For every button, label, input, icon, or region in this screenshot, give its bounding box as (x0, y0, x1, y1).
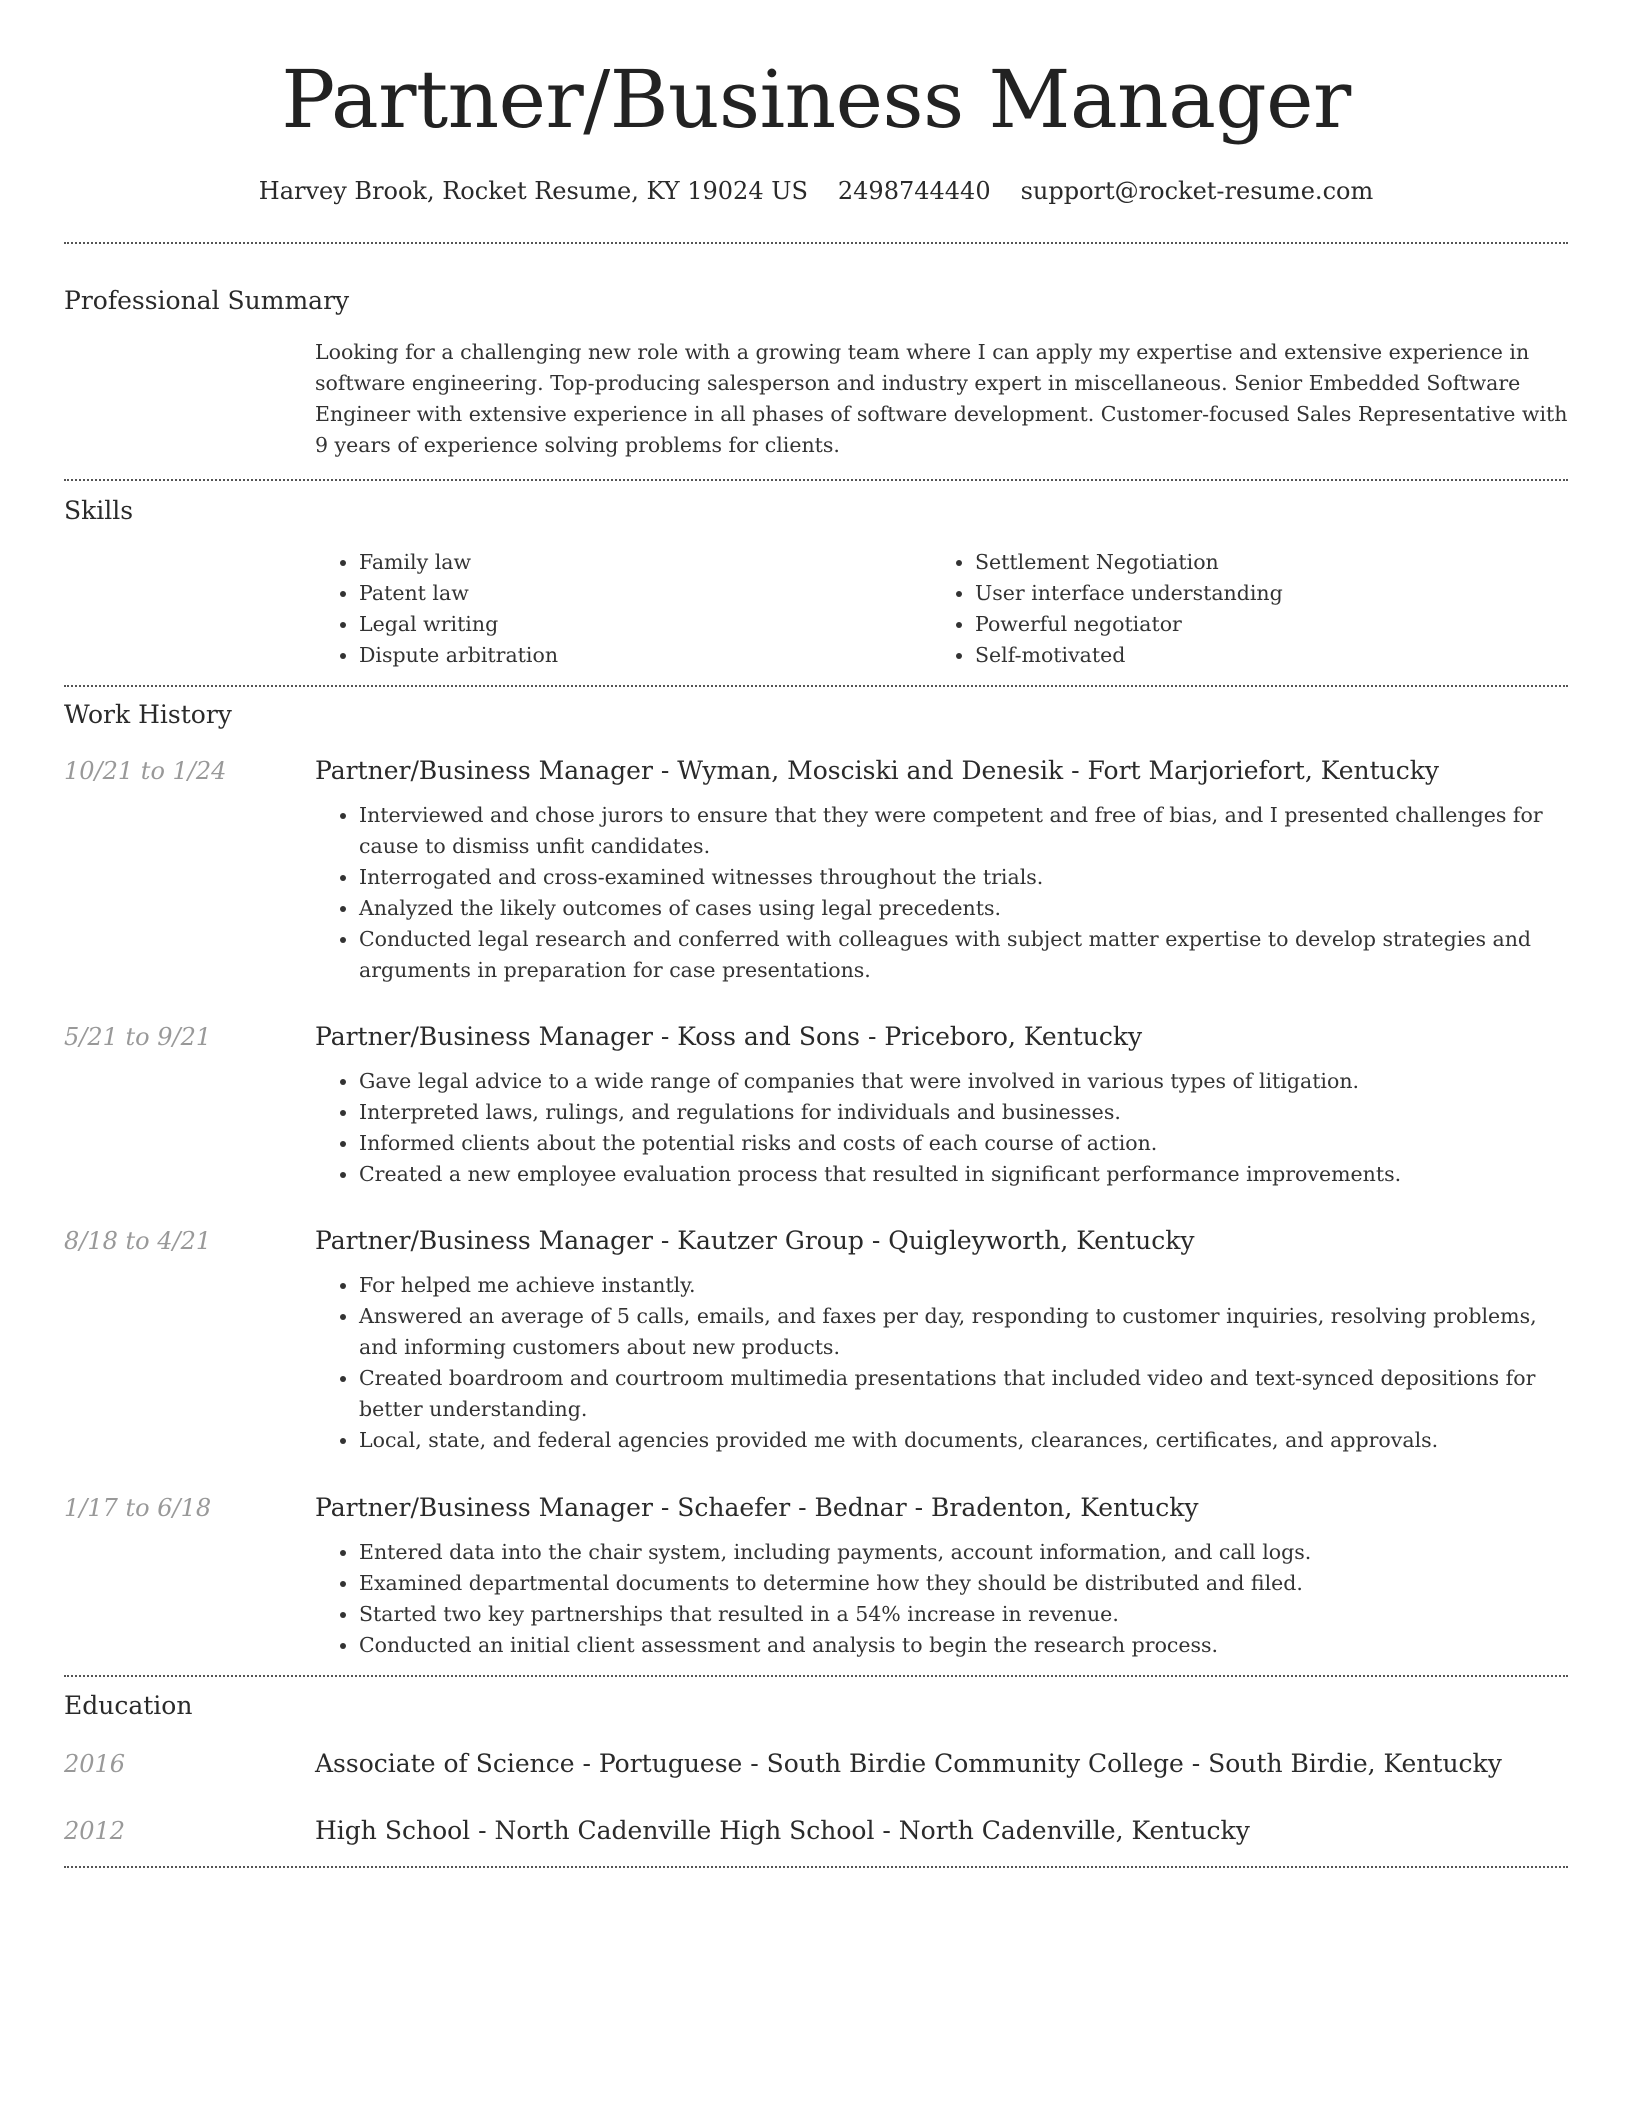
education-entry (64, 1747, 1568, 1781)
job-heading: Partner/Business Manager - Schaefer - Bednar - Bradenton, Kentucky (315, 1493, 1199, 1522)
job-heading: Partner/Business Manager - Koss and Sons - Priceboro, Kentucky (315, 1022, 1143, 1051)
job-header (64, 1224, 1568, 1258)
job-bullet: • Local, state, and federal agencies provided me with documents, clearances, certificates, and approvals. (359, 1425, 1568, 1456)
job-bullet: • Answered an average of 5 calls, emails, and faxes per day, responding to customer inquiries, resolving problems, and informing customers about new products. (359, 1301, 1568, 1363)
job-bullet: • Interviewed and chose jurors to ensure that they were competent and free of bias, and I presented challenges for cause to dismiss unfit candidates. (359, 800, 1568, 862)
job-bullet: • For helped me achieve instantly. (359, 1270, 1568, 1301)
job-bullets (315, 800, 1568, 986)
summary-section-title: Professional Summary (64, 286, 350, 315)
job-entry (64, 1224, 1568, 1456)
job-entry (64, 1020, 1568, 1190)
education-heading: Associate of Science - Portuguese - South Birdie Community College - South Birdie, Kentucky (315, 1749, 1502, 1778)
skill-item: • User interface understanding (975, 578, 1547, 609)
contact-address: Harvey Brook, Rocket Resume, KY 19024 US (258, 177, 808, 205)
work-section-title: Work History (64, 700, 232, 729)
job-bullet: • Created boardroom and courtroom multimedia presentations that included video and text-synced depositions for better understanding. (359, 1363, 1568, 1425)
divider (64, 1675, 1568, 1677)
education-year: 2012 (64, 1817, 126, 1845)
contact-phone: 2498744440 (837, 177, 991, 205)
skill-item: • Settlement Negotiation (975, 547, 1547, 578)
divider (64, 685, 1568, 687)
skill-item: • Dispute arbitration (359, 640, 931, 671)
job-dates: 5/21 to 9/21 (64, 1023, 212, 1051)
divider (64, 1866, 1568, 1868)
job-bullet: • Gave legal advice to a wide range of companies that were involved in various types of litigation. (359, 1066, 1568, 1097)
job-bullet: • Started two key partnerships that resulted in a 54% increase in revenue. (359, 1599, 1568, 1630)
skills-list-left (315, 547, 931, 671)
resume-title: Partner/Business Manager (281, 53, 1351, 146)
education-entry (64, 1814, 1568, 1848)
job-bullet: • Interpreted laws, rulings, and regulations for individuals and businesses. (359, 1097, 1568, 1128)
skill-item: • Powerful negotiator (975, 609, 1547, 640)
job-header (64, 1491, 1568, 1525)
job-bullet: • Informed clients about the potential risks and costs of each course of action. (359, 1128, 1568, 1159)
skill-item: • Self-motivated (975, 640, 1547, 671)
job-heading: Partner/Business Manager - Wyman, Mosciski and Denesik - Fort Marjoriefort, Kentucky (315, 756, 1440, 785)
job-bullet: • Analyzed the likely outcomes of cases using legal precedents. (359, 893, 1568, 924)
education-section-title: Education (64, 1691, 193, 1720)
job-bullet: • Conducted an initial client assessment and analysis to begin the research process. (359, 1630, 1568, 1661)
divider (64, 479, 1568, 481)
skill-item: • Family law (359, 547, 931, 578)
job-bullets (315, 1270, 1568, 1456)
job-entry (64, 754, 1568, 986)
skills-grid (315, 547, 1568, 671)
job-dates: 10/21 to 1/24 (64, 757, 227, 785)
skill-item: • Patent law (359, 578, 931, 609)
summary-text: Looking for a challenging new role with a growing team where I can apply my expertise and extensive experience in software engineering. Top-producing salesperson and industry expert in miscellaneous. Senior Embedded Software Engineer with extensive experience in all phases of software development. Customer-focused Sales Representative with 9 years of experience solving problems for clients. (315, 340, 1568, 457)
job-header (64, 1020, 1568, 1054)
skills-list-right (931, 547, 1547, 671)
job-bullet: • Created a new employee evaluation process that resulted in significant performance improvements. (359, 1159, 1568, 1190)
divider (64, 242, 1568, 244)
skill-item: • Legal writing (359, 609, 931, 640)
job-dates: 8/18 to 4/21 (64, 1227, 212, 1255)
contact-email: support@rocket-resume.com (1020, 177, 1374, 205)
job-bullet: • Examined departmental documents to determine how they should be distributed and filed. (359, 1568, 1568, 1599)
job-bullets (315, 1066, 1568, 1190)
job-entry (64, 1491, 1568, 1661)
education-heading: High School - North Cadenville High School - North Cadenville, Kentucky (315, 1816, 1250, 1845)
job-bullet: • Entered data into the chair system, including payments, account information, and call logs. (359, 1537, 1568, 1568)
education-year: 2016 (64, 1750, 126, 1778)
job-header (64, 754, 1568, 788)
skills-section-title: Skills (64, 496, 134, 525)
job-bullet: • Conducted legal research and conferred with colleagues with subject matter expertise to develop strategies and arguments in preparation for case presentations. (359, 924, 1568, 986)
job-bullet: • Interrogated and cross-examined witnesses throughout the trials. (359, 862, 1568, 893)
job-heading: Partner/Business Manager - Kautzer Group - Quigleyworth, Kentucky (315, 1226, 1195, 1255)
job-bullets (315, 1537, 1568, 1661)
contact-line (64, 174, 1568, 208)
job-dates: 1/17 to 6/18 (64, 1494, 212, 1522)
